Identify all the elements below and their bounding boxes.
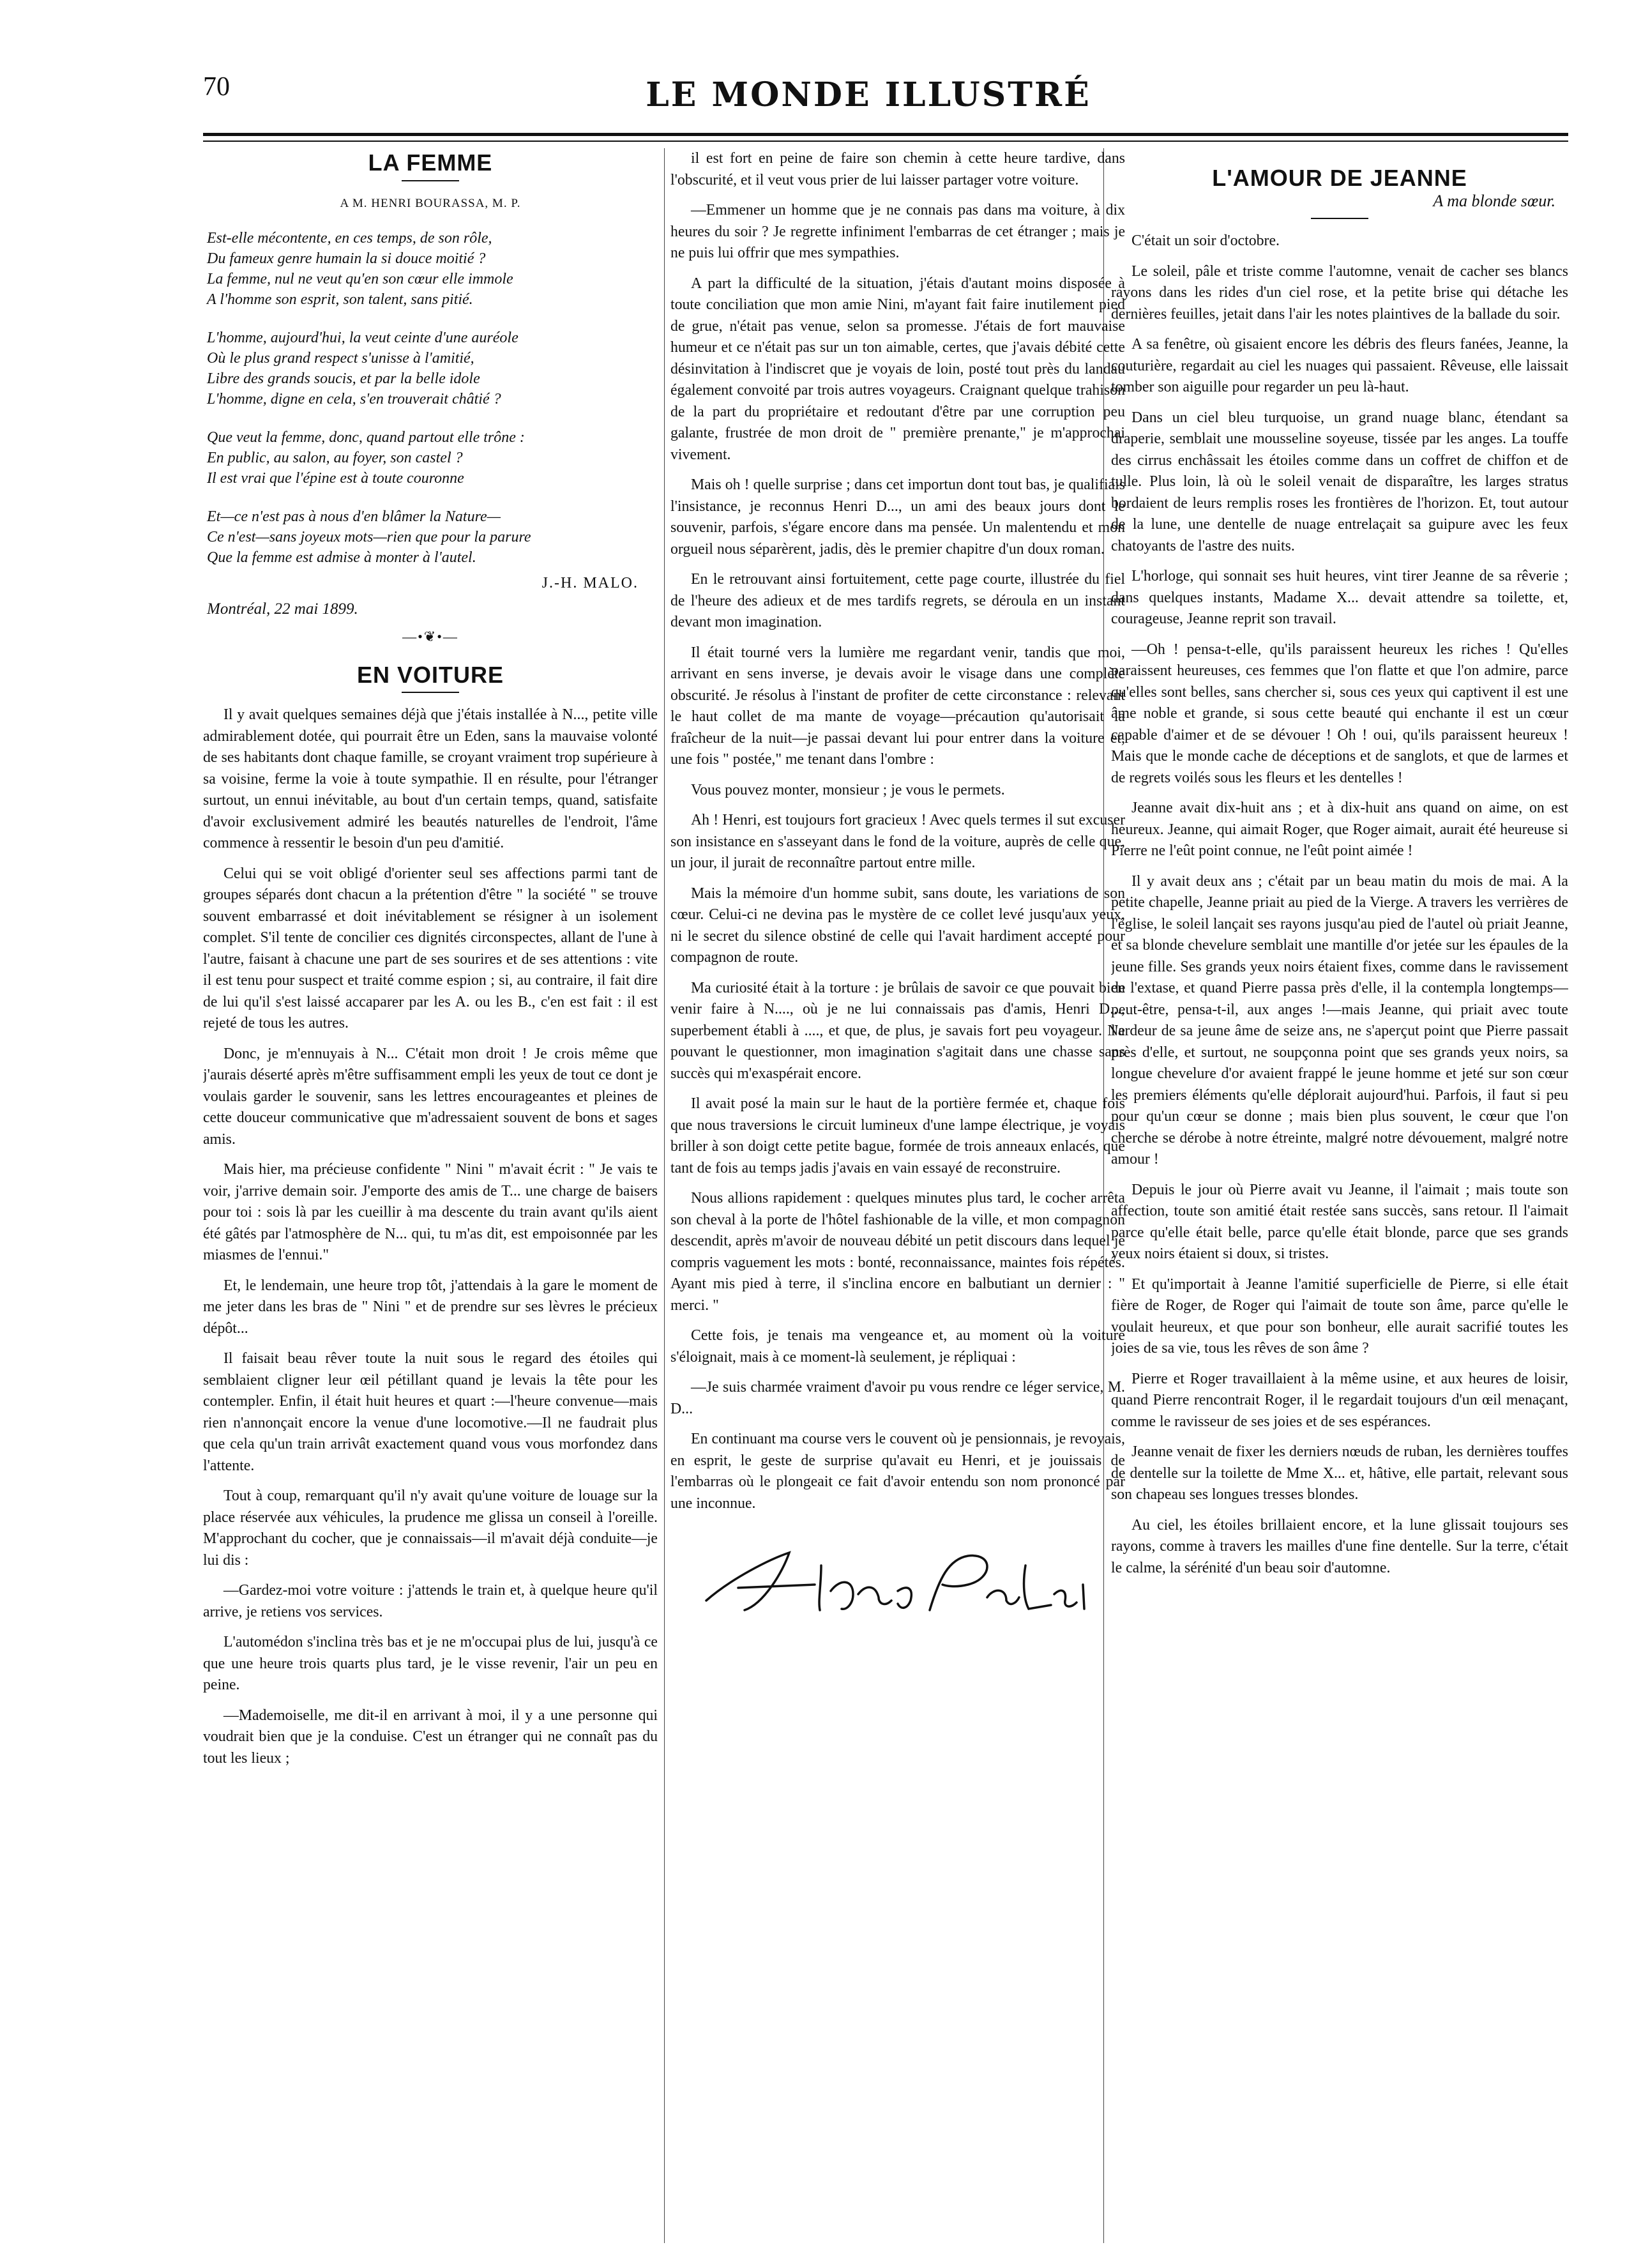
paragraph: Donc, je m'ennuyais à N... C'était mon droit ! Je crois même que j'aurais déserté après m'être suffisamment empli les yeux de tout ce dont je voulais garder le souvenir, sans les lettres encourageantes et pleines de cette douceur communicative que m'adressaient souvent de bons et sages amis. <box>203 1045 658 1148</box>
paragraph: Et qu'importait à Jeanne l'amitié superficielle de Pierre, si elle était fière de Roger, de Roger qui l'aimait de toute son âme, parce qu'elle le voulait heureux, et que pour son bonheur, elle aurait sacrifié toutes les joies de sa vie, tous les rêves de son âme ? <box>1111 1275 1568 1357</box>
paragraph: Le soleil, pâle et triste comme l'automne, venait de cacher ses blancs rayons dans les rides d'un ciel rose, et la petite brise qui détache les dernières feuilles, jetait dans l'air les notes plaintives de la ballade du soir. <box>1111 263 1568 323</box>
poem-stanza <box>203 427 658 489</box>
paragraph: Dans un ciel bleu turquoise, un grand nuage blanc, étendant sa draperie, semblait une mousseline soyeuse, tissée par les anges. La touffe des cirrus enchâssait les étoiles comme dans un coffret de chiffon et de tulle. Plus loin, là où le soleil venait de disparaître, les larges stratus bordaient de leurs remplis roses les frontières de l'horizon. Et, tout autour de la lune, une dentelle de nuage entrelaçait sa guipure avec les feux chatoyants de l'astre des nuits. <box>1111 409 1568 554</box>
story2-dedication: A ma blonde sœur. <box>1433 191 1555 210</box>
poem-line: Est-elle mécontente, en ces temps, de son rôle, <box>207 230 492 247</box>
story1-title: EN VOITURE <box>356 661 504 688</box>
paragraph: Celui qui se voit obligé d'orienter seul ses affections parmi tant de groupes séparés dont chacun a la prétention d'être " la société " se trouve souvent embarrassé et doit inévitablement se résigner à un isolement complet. S'il tente de concilier ces dignités circonspectes, allant de l'une à l'autre, faisant à chacune une part de ses sourires et de ses attentions : vite il est tenu pour suspect et traité comme espion ; si, au contraire, il fait dire de lui qu'il s'est laissé accaparer par les A. ou les B., c'en est fait : il est rejeté de tous les autres. <box>203 865 658 1031</box>
story2-title: L'AMOUR DE JEANNE <box>1212 165 1467 191</box>
title-rule <box>1311 218 1368 219</box>
paragraph: Tout à coup, remarquant qu'il n'y avait qu'une voiture de louage sur la place réservée aux véhicules, la prudence me glissa un conseil à l'oreille. M'approchant du cocher, que je connaissais—il m'avait déjà conduite—je lui dis : <box>203 1488 658 1569</box>
poem-line: Ce n'est—sans joyeux mots—rien que pour la parure <box>207 529 531 545</box>
poem-body <box>203 228 658 568</box>
paragraph: —Emmener un homme que je ne connais pas dans ma voiture, à dix heures du soir ? Je regrette infiniment l'embarras de cet étranger ; mais je ne puis lui offrir que mes sympathies. <box>670 202 1125 261</box>
paragraph: Au ciel, les étoiles brillaient encore, et la lune glissait toujours ses rayons, comme à travers les mailles d'une fine dentelle. Sur la terre, c'était le calme, la sérénité d'un beau soir d'automne. <box>1111 1516 1568 1576</box>
paragraph: L'horloge, qui sonnait ses huit heures, vint tirer Jeanne de sa rêverie ; dans quelques instants, Madame X... devait attendre sa toilette, et, courageuse, Jeanne reprit son travail. <box>1111 568 1568 627</box>
story2-text <box>1111 231 1568 1579</box>
paragraph: Ma curiosité était à la torture : je brûlais de savoir ce que pouvait bien venir faire à N...., où je ne lui connaissais pas d'amis, Henri D..., superbement établi à ...., et que, de plus, je savais fort peu voyageur. Ne pouvant le questionner, mon imagination s'agitait dans une chasse sans succès qui m'exaspérait encore. <box>670 979 1125 1082</box>
title-rule <box>402 180 459 181</box>
paragraph: Mais la mémoire d'un homme subit, sans doute, les variations de son cœur. Celui-ci ne devina pas le mystère de ce collet levé jusqu'aux yeux, ni le secret du silence obstiné de celle qui l'avait hardiment accepté pour compagnon de route. <box>670 885 1125 966</box>
poem-dedication: A M. HENRI BOURASSA, M. P. <box>340 196 521 210</box>
poem-line: L'homme, digne en cela, s'en trouverait châtié ? <box>207 391 501 407</box>
handwritten-signature <box>693 1540 1102 1623</box>
poem-signature: J.-H. MALO. <box>541 575 639 591</box>
paragraph: Depuis le jour où Pierre avait vu Jeanne, il l'aimait ; mais toute son affection, toute son amitié était restée sans succès, sans retour. Il l'aimait parce qu'elle était belle, parce qu'elle était blonde, parce que ses grands yeux noirs étaient si doux, si tristes. <box>1111 1181 1568 1262</box>
ornament-divider: —•❦•— <box>402 628 458 644</box>
poem-line: En public, au salon, au foyer, son castel ? <box>207 450 463 466</box>
paragraph: —Gardez-moi votre voiture : j'attends le train et, à quelque heure qu'il arrive, je retiens vos services. <box>203 1582 658 1620</box>
paragraph: C'était un soir d'octobre. <box>1131 232 1280 249</box>
paragraph: En le retrouvant ainsi fortuitement, cette page courte, illustrée du fiel de l'heure des adieux et de mes tardifs regrets, se déroula en un instant devant mon imagination. <box>670 571 1125 630</box>
paragraph: Mais hier, ma précieuse confidente " Nini " m'avait écrit : " Je vais te voir, j'arrive demain soir. J'emporte des amis de T... une charge de baisers pour toi : sois là par les cueillir à ma descente du train avant qu'ils aient été gâtés par l'atmosphère de N... qui, tu m'as dit, est empoisonnée par les miasmes de l'ennui." <box>203 1161 658 1263</box>
poem-line: Du fameux genre humain la si douce moitié ? <box>207 250 486 267</box>
column-2 <box>670 148 1125 2237</box>
paragraph: —Oh ! pensa-t-elle, qu'ils paraissent heureux les riches ! Qu'elles paraissent heureuses, ces femmes que l'on flatte et que l'on admire, parce qu'elles sont belles, sans chercher si, sous ces yeux qui captivent il est une âme noble et grande, si sous cette beauté qui enchante il est un cœur capable d'aimer et de se dévouer ! Oh ! oui, qu'ils paraissent heureux ! Mais que le monde cache de déceptions et de sanglots, et que de larmes et de regrets voilés sous les fleurs et les dentelles ! <box>1111 641 1568 786</box>
paragraph: Il y avait quelques semaines déjà que j'étais installée à N..., petite ville admirablement dotée, qui pourrait être un Eden, sans la mauvaise volonté de ses habitants dont chaque famille, se croyant vraiment trop supérieure à sa voisine, ferme la voie à toute sympathie. Il en résulte, pour l'étranger surtout, un ennui inévitable, au bout d'un certain temps, quand, satisfaite d'avoir exclusivement admiré les beautés naturelles de l'endroit, l'âme commence à ressentir le besoin d'un peu d'amitié. <box>203 706 658 851</box>
paragraph: Et, le lendemain, une heure trop tôt, j'attendais à la gare le moment de me jeter dans les bras de " Nini " et de prendre sur ses lèvres le précieux dépôt... <box>203 1277 658 1337</box>
column-divider-1 <box>664 148 665 2243</box>
paragraph: il est fort en peine de faire son chemin à cette heure tardive, dans l'obscurité, et il veut vous prier de lui laisser partager votre voiture. <box>670 150 1125 188</box>
paragraph: Il faisait beau rêver toute la nuit sous le regard des étoiles qui semblaient cligner leur œil pétillant quand je levais la tête pour les contempler. Enfin, il était huit heures et quart :—l'heure convenue—mais rien n'annonçait encore la venue d'une locomotive.—Il ne faudrait plus que cela qu'un train arrivât exactement quand vous vous morfondez dans l'attente. <box>203 1350 658 1474</box>
story1-text-part1 <box>203 704 658 1769</box>
paragraph: Mais oh ! quelle surprise ; dans cet importun dont tout bas, je qualifiais l'insistance, je reconnus Henri D..., un ami des beaux jours dont le souvenir, parfois, s'égare encore dans ma pensée. Un malentendu et mon orgueil nous séparèrent, jadis, dès le premier chapitre d'un doux roman. <box>670 476 1125 558</box>
poem-stanza <box>203 228 658 310</box>
poem-title: LA FEMME <box>368 149 493 176</box>
paragraph: Il avait posé la main sur le haut de la portière fermée et, chaque fois que nous traversions le circuit lumineux d'une lampe électrique, je voyais briller à son doigt cette petite bague, formée de trois anneaux enlacés, que tant de fois au temps jadis j'avais en vain essayé de reconstruire. <box>670 1095 1125 1176</box>
poem-stanza <box>203 506 658 568</box>
poem-line: Que la femme est admise à monter à l'autel. <box>207 549 476 566</box>
paragraph: Ah ! Henri, est toujours fort gracieux ! Avec quels termes il sut excuser son insistance en s'asseyant dans le fond de la voiture, auprès de celle que, un jour, il jurait de reconnaître partout entre mille. <box>670 812 1125 871</box>
poem-place-date: Montréal, 22 mai 1899. <box>207 600 358 618</box>
story1-text-part2 <box>670 148 1125 1514</box>
paragraph: —Mademoiselle, me dit-il en arrivant à moi, il y a une personne qui voudrait bien que je la conduise. C'est un étranger qui ne connaît pas du tout les lieux ; <box>203 1707 658 1767</box>
poem-line: L'homme, aujourd'hui, la veut ceinte d'une auréole <box>207 330 518 346</box>
paragraph: Nous allions rapidement : quelques minutes plus tard, le cocher arrêta son cheval à la porte de l'hôtel fashionable de la ville, et mon compagnon descendit, après m'avoir de nouveau débité un petit discours dans lequel je compris vaguement les mots : bonté, reconnaissance, maintes fois répétés. Ayant mis pied à terre, il s'inclina encore en balbutiant un dernier : " merci. " <box>670 1190 1125 1314</box>
paragraph: Il était tourné vers la lumière me regardant venir, tandis que moi, arrivant en sens inverse, je devais avoir le visage dans une complète obscurité. Je résolus à l'instant de profiter de cette circonstance : relevant le haut collet de ma mante de voyage—précaution qu'autorisait la fraîcheur de la nuit—je passai devant lui pour entrer dans la voiture et, une fois " postée," me tenant dans l'ombre : <box>670 644 1125 768</box>
masthead-rule-thin <box>203 141 1568 142</box>
poem-line: A l'homme son esprit, son talent, sans pitié. <box>207 291 473 308</box>
paragraph: A part la difficulté de la situation, j'étais d'autant moins disposée à toute conciliation que mon amie Nini, m'ayant fait faire inutilement pied de grue, n'était pas venue, selon sa promesse. J'étais de fort mauvaise humeur et ce n'était pas sur un ton aimable, certes, que j'avais débité cette désinvitation à l'indiscret que je voyais de loin, posté tout près du landau également convoité par trois autres voyageurs. Craignant quelque trahison de la part du propriétaire et redoutant d'être par une corruption peu galante, frustrée de mon droit de " première prenante," je m'approchai vivement. <box>670 275 1125 463</box>
paragraph: L'automédon s'inclina très bas et je ne m'occupai plus de lui, jusqu'à ce que une heure trois quarts plus tard, je le visse revenir, l'air un peu en peine. <box>203 1634 658 1693</box>
paragraph: En continuant ma course vers le couvent où je pensionnais, je revoyais, en esprit, le geste de surprise qu'avait eu Henri, et je jouissais de l'embarras où le plongeait ce fait d'avoir entendu son nom prononcé par une inconnue. <box>670 1431 1125 1512</box>
paragraph: Il y avait deux ans ; c'était par un beau matin du mois de mai. A la petite chapelle, Jeanne priait au pied de la Vierge. A travers les verrières de l'église, le soleil lançait ses rayons jusqu'au pied de l'autel où priait Jeanne, et sa blonde chevelure semblait une mantille d'or jetée sur les épaules de la jeune fille. Ses grands yeux noirs étaient fixes, comme dans le ravissement de l'extase, et quand Pierre passa près d'elle, il la contempla longtemps—peut-être, pensa-t-il, aux anges !—mais Jeanne, qui priait avec toute l'ardeur de sa jeune âme de seize ans, ne s'aperçut point que Pierre passait près d'elle, et surtout, ne soupçonna point que ses grands yeux noirs, sa longue chevelure d'or avaient frappé le jeune homme et jeté sur son cœur les premiers éléments qu'elle déplorait aujourd'hui. Parfois, il faut si peu pour qu'un cœur se donne ; mais bien plus souvent, le cœur que l'on cherche se dérobe à notre étreinte, malgré notre dévouement, malgré notre amour ! <box>1111 872 1568 1168</box>
paragraph: Pierre et Roger travaillaient à la même usine, et aux heures de loisir, quand Pierre rencontrait Roger, il le regardait toujours d'un œil menaçant, comme le ravisseur de ses joies et de ses espérances. <box>1111 1370 1568 1430</box>
paragraph: Jeanne venait de fixer les derniers nœuds de ruban, les dernières touffes de dentelle sur la toilette de Mme X... et, hâtive, elle partait, relevant sous son chapeau ses longues tresses blondes. <box>1111 1443 1568 1503</box>
paragraph: Vous pouvez monter, monsieur ; je vous le permets. <box>691 781 1005 798</box>
masthead-rule-thick <box>203 133 1568 136</box>
paragraph: —Je suis charmée vraiment d'avoir pu vous rendre ce léger service, M. D... <box>670 1379 1125 1417</box>
poem-line: Libre des grands soucis, et par la belle idole <box>207 370 480 387</box>
paragraph: Cette fois, je tenais ma vengeance et, au moment où la voiture s'éloignait, mais à ce moment-là seulement, je répliquai : <box>670 1327 1125 1366</box>
poem-line: Il est vrai que l'épine est à toute couronne <box>207 470 464 487</box>
paragraph: Jeanne avait dix-huit ans ; et à dix-huit ans quand on aime, on est heureux. Jeanne, qui aimait Roger, que Roger aimait, aurait été heureuse si Pierre ne l'eût point connue, ne l'eût point aimée ! <box>1111 800 1568 859</box>
column-3 <box>1111 148 1568 2237</box>
poem-line: La femme, nul ne veut qu'en son cœur elle immole <box>207 271 513 287</box>
title-rule <box>402 692 459 693</box>
paragraph: A sa fenêtre, où gisaient encore les débris des fleurs fanées, Jeanne, la couturière, regardait au ciel les nuages qui passaient. Rêveuse, elle laissait tomber son aiguille pour regarder un peu là-haut. <box>1111 336 1568 395</box>
poem-line: Que veut la femme, donc, quand partout elle trône : <box>207 429 525 446</box>
poem-line: Et—ce n'est pas à nous d'en blâmer la Nature— <box>207 508 501 525</box>
masthead-title: LE MONDE ILLUSTRÉ <box>646 75 1091 114</box>
page-number: 70 <box>203 72 230 102</box>
poem-stanza <box>203 328 658 409</box>
column-1 <box>203 148 658 2237</box>
poem-line: Où le plus grand respect s'unisse à l'amitié, <box>207 350 474 367</box>
